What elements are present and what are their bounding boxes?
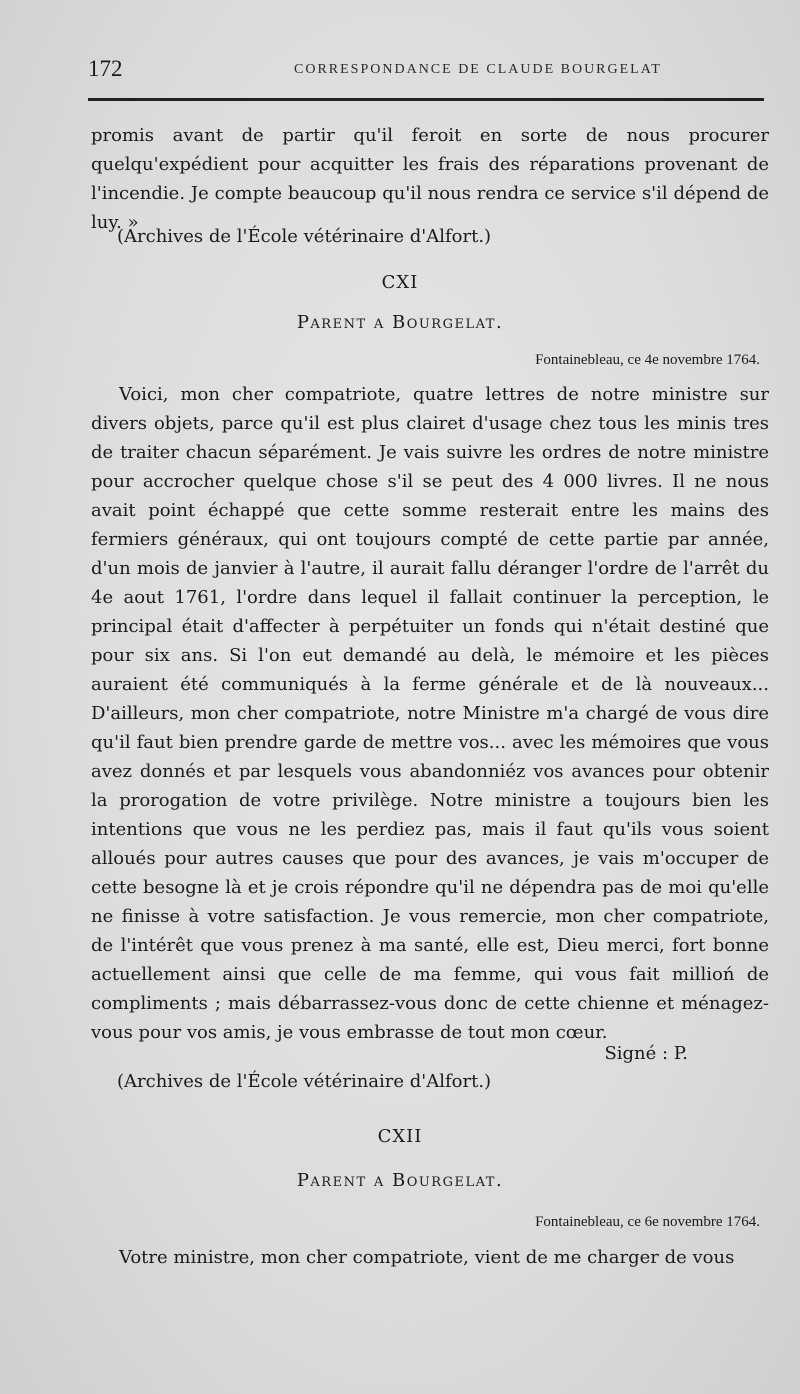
page-header [88,56,764,88]
continuation-text: promis avant de partir qu'il feroit en sorte de nous procurer quelqu'expédient pour acquitter les frais des réparations provenant de l'incendie. Je compte beaucoup qu'il nous rendra ce service s'il dépend de luy. » [91,125,769,233]
letter-title-cxii: Parent a Bourgelat. [296,1170,504,1191]
continuation-paragraph [91,121,769,237]
letter-number-cxi: CXI [381,272,419,293]
letter-body-cxii [91,1243,769,1272]
header-rule [88,98,764,101]
letter-number-cxii: CXII [377,1126,423,1147]
letter-title-cxi: Parent a Bourgelat. [296,312,504,333]
source-note-cxi: (Archives de l'École vétérinaire d'Alfort.) [117,1071,492,1092]
running-title: CORRESPONDANCE DE CLAUDE BOURGELAT [294,62,662,77]
letter-body-cxii-text: Votre ministre, mon cher compatriote, vient de me charger de vous [119,1247,735,1268]
signature-cxi: Signé : P. [604,1043,688,1064]
source-note-1: (Archives de l'École vétérinaire d'Alfort.) [117,226,492,247]
letter-body-cxi-text: Voici, mon cher compatriote, quatre lettres de notre ministre sur divers objets, parce qu'il est plus clairet d'usage chez tous les minis tres de traiter chacun séparément. Je vais suivre les ordres de notre ministre pour accrocher quelque chose s'il se peut des 4 000 livres. Il ne nous avait point échappé que cette somme resterait entre les mains des fermiers généraux, qui ont toujours compté de cette partie par année, d'un mois de janvier à l'autre, il aurait fallu déranger l'ordre de l'arrêt du 4e aout 1761, l'ordre dans lequel il fallait continuer la perception, le principal était d'affecter à perpétuiter un fonds qui n'était destiné que pour six ans. Si l'on eut demandé au delà, le mémoire et les pièces auraient été communiqués à la ferme générale et de là nouveaux... D'ailleurs, mon cher compatriote, notre Ministre m'a chargé de vous dire qu'il faut bien prendre garde de mettre vos... avec les mémoires que vous avez donnés et par lesquels vous abandonniéz vos avances pour obtenir la prorogation de votre privilège. Notre ministre a toujours bien les intentions que vous ne les perdiez pas, mais il faut qu'ils vous soient alloués pour autres causes que pour des avances, je vais m'occuper de cette besogne là et je crois répondre qu'il ne dépendra pas de moi qu'elle ne finisse à votre satisfaction. Je vous remercie, mon cher compatriote, de l'intérêt que vous prenez à ma santé, elle est, Dieu merci, fort bonne actuellement ainsi que celle de ma femme, qui vous fait millioń de compliments ; mais débarrassez-vous donc de cette chienne et ménagez-vous pour vos amis, je vous embrasse de tout mon cœur. [91,384,769,1043]
page-number: 172 [88,56,123,81]
dateline-cxi: Fontainebleau, ce 4e novembre 1764. [535,352,760,368]
dateline-cxii: Fontainebleau, ce 6e novembre 1764. [535,1214,760,1230]
letter-body-cxi [91,380,769,1047]
